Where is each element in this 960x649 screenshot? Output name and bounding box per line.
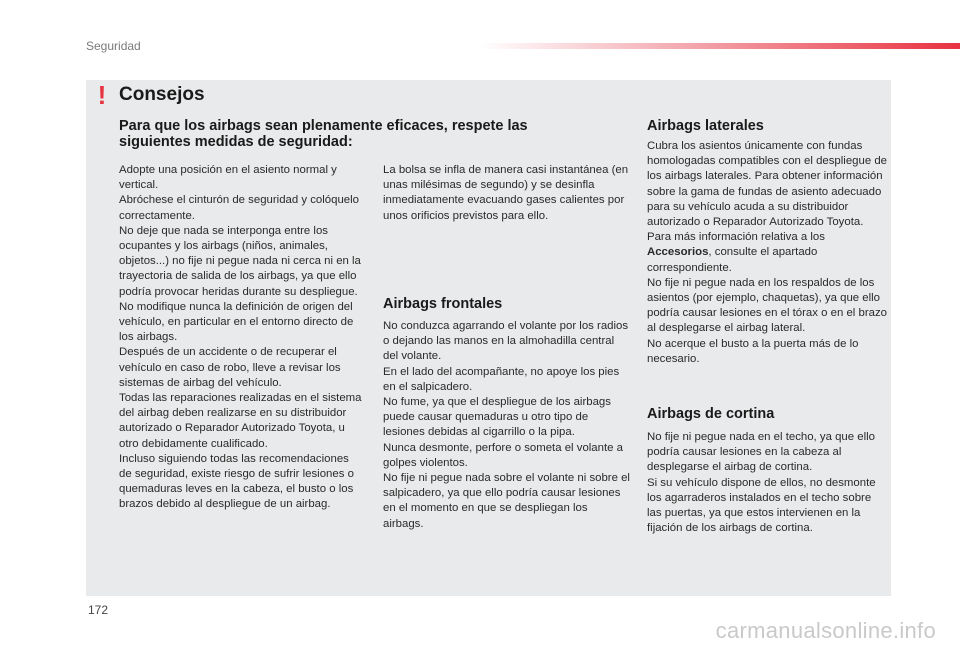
frontales-heading: Airbags frontales [383,296,503,312]
frontales-paragraph: No conduzca agarrando el volante por los radios o dejando las manos en la almohadilla central del volante. [383,320,629,363]
laterales-heading: Airbags laterales [647,118,764,134]
cortina-section [647,430,887,536]
cortina-heading: Airbags de cortina [647,406,775,422]
cortina-paragraph: No fije ni pegue nada en el techo, ya que ello podría causar lesiones en la cabeza al desplegarse el airbag de cortina. [647,431,875,474]
page-number: 172 [88,603,109,617]
advice-paragraph: Adopte una posición en el asiento normal y vertical. [119,164,337,192]
advice-paragraph: No modifique nunca la definición de origen del vehículo, en particular en el entorno directo de los airbags. [119,300,354,344]
laterales-paragraph: No acerque el busto a la puerta más de lo necesario. [647,337,859,365]
laterales-paragraph: Cubra los asientos únicamente con fundas homologadas compatibles con el despliegue de los airbags laterales. Para obtener información sobre la gama de fundas de asiento adecuado para su vehículo acuda a su distribuidor autorizado o Reparador Autorizado Toyota. [647,140,887,229]
section-label: Seguridad [86,39,141,53]
laterales-section [647,139,887,367]
frontales-paragraph: Nunca desmonte, perfore o someta el volante a golpes violentos. [383,441,623,469]
laterales-accessories-paragraph [647,230,887,276]
inflation-info [383,163,631,224]
accessories-link-text: Accesorios [647,246,709,259]
inflation-paragraph: La bolsa se infla de manera casi instantánea (en unas milésimas de segundo) y se desinfla inmediatamente evacuando gases calientes por unos orificios previstos para ello. [383,164,629,222]
watermark: carmanualsonline.info [715,618,936,643]
accessories-text-before: Para más información relativa a los [647,231,825,244]
general-advice-column [119,163,363,513]
advice-paragraph: Después de un accidente o de recuperar el vehículo en caso de robo, lleve a revisar los sistemas de airbag del vehículo. [119,346,341,389]
advice-paragraph: Abróchese el cinturón de seguridad y colóquelo correctamente. [119,194,359,222]
panel-subtitle: Para que los airbags sean plenamente eficaces, respete las siguientes medidas de seguridad: [119,118,528,150]
cortina-paragraph: Si su vehículo dispone de ellos, no desmonte los agarraderos instalados en el techo sobre las puertas, ya que estos intervienen en la fijación de los airbags de cortina. [647,476,876,535]
accessories-text-after: , consulte el apartado correspondiente. [647,246,818,274]
warning-icon: ! [97,80,107,110]
header-accent-bar [480,43,960,49]
frontales-paragraph: No fije ni pegue nada sobre el volante ni sobre el salpicadero, ya que ello podría causar lesiones en el momento en que se despliegan los airbags. [383,472,630,530]
frontales-paragraph: En el lado del acompañante, no apoye los pies en el salpicadero. [383,365,620,393]
frontales-paragraph: No fume, ya que el despliegue de los airbags puede causar quemaduras u otro tipo de lesiones debidas al cigarrillo o la pipa. [383,396,611,439]
panel-title: Consejos [119,84,205,105]
advice-paragraph: Todas las reparaciones realizadas en el sistema del airbag deben realizarse en su distribuidor autorizado o Reparador Autorizado Toyota, u otro debidamente cualificado. [119,392,362,450]
advice-paragraph: Incluso siguiendo todas las recomendaciones de seguridad, existe riesgo de sufrir lesiones o quemaduras leves en la cabeza, el busto o los brazos debido al despliegue de un airbag. [119,452,354,511]
advice-paragraph: No deje que nada se interponga entre los ocupantes y los airbags (niños, animales, objetos...) no fije ni pegue nada ni cerca ni en la trayectoria de salida de los airbags, ya que ello podría provocar heridas durante su despliegue. [119,224,361,298]
frontales-section [383,319,631,532]
laterales-paragraph: No fije ni pegue nada en los respaldos de los asientos (por ejemplo, chaquetas), ya que ello podría causar lesiones en el tórax o en el brazo al desplegarse el airbag lateral. [647,276,887,335]
